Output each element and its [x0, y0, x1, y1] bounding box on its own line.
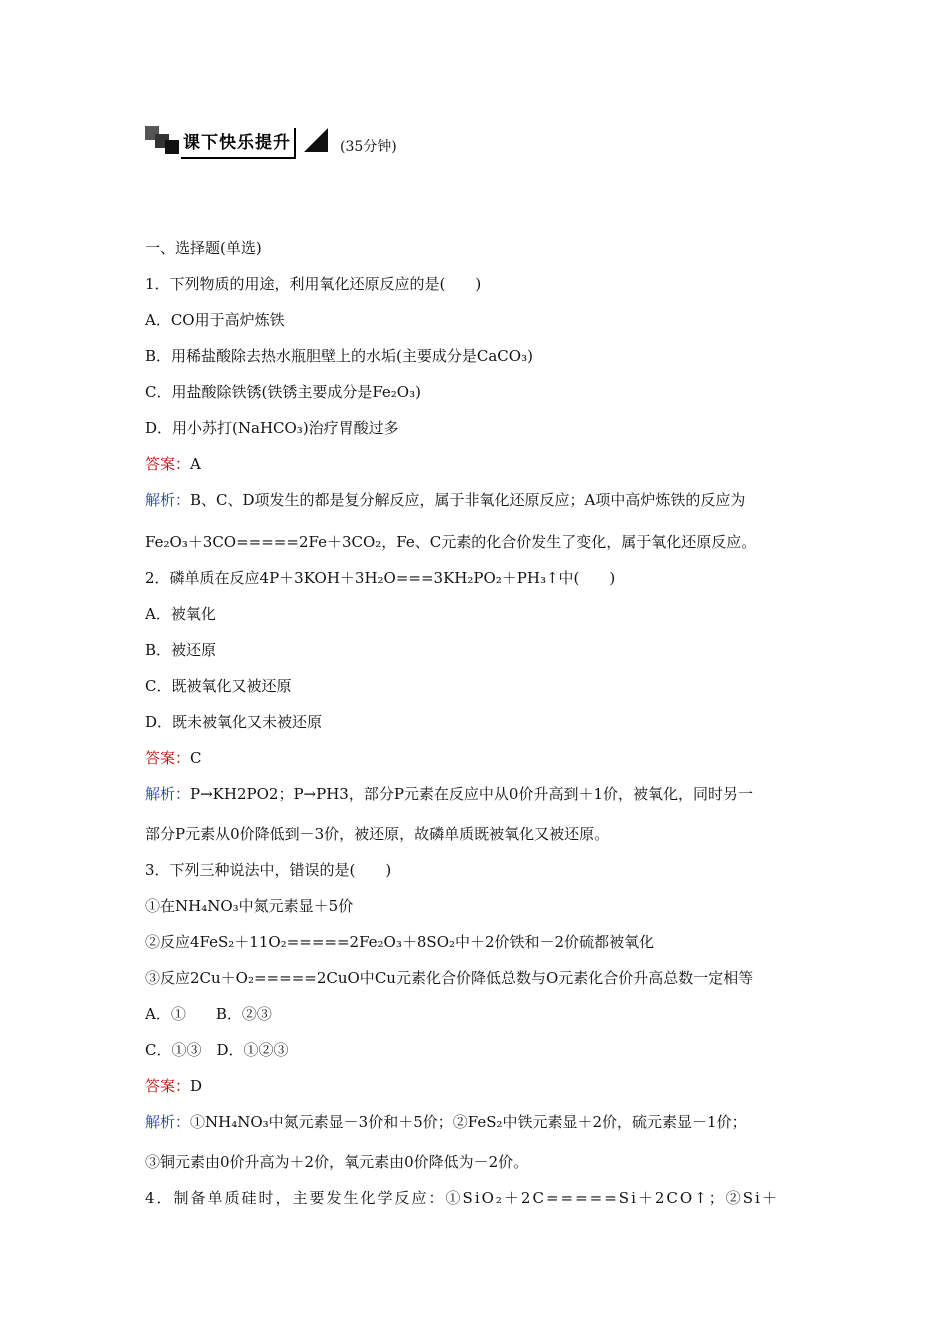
explanation-line	[145, 490, 810, 510]
explanation-text: P→KH2PO2；P→PH3，部分P元素在反应中从0价升高到＋1价，被氧化，同时另一	[190, 785, 754, 803]
answer-line	[145, 1076, 810, 1096]
explanation-label: 解析：	[145, 491, 191, 509]
statement: ②反应4FeS₂＋11O₂=====2Fe₂O₃＋8SO₂中＋2价铁和－2价硫都被氧化	[145, 933, 655, 951]
banner-title: 课下快乐提升	[181, 128, 296, 159]
banner-square-icon	[165, 140, 179, 154]
answer-value: A	[190, 455, 201, 473]
statement: ①在NH₄NO₃中氮元素显＋5价	[145, 897, 354, 915]
answer-value: C	[190, 749, 202, 767]
time-note: (35分钟)	[340, 139, 397, 155]
option: A．CO用于高炉炼铁	[145, 311, 285, 329]
explanation-text: ③铜元素由0价升高为＋2价，氧元素由0价降低为－2价。	[145, 1153, 529, 1171]
option: C．用盐酸除铁锈(铁锈主要成分是Fe₂O₃)	[145, 383, 421, 401]
section-title: 一、选择题(单选)	[145, 239, 262, 257]
statement: ③反应2Cu＋O₂=====2CuO中Cu元素化合价降低总数与O元素化合价升高总数一定相等	[145, 969, 754, 987]
answer-label: 答案：	[145, 749, 191, 767]
option: C．①③ D．①②③	[145, 1041, 289, 1059]
explanation-text: B、C、D项发生的都是复分解反应，属于非氧化还原反应；A项中高炉炼铁的反应为	[190, 491, 746, 509]
question-stem: 1．下列物质的用途，利用氧化还原反应的是( )	[145, 275, 482, 293]
section-banner	[145, 124, 445, 160]
option: D．既未被氧化又未被还原	[145, 713, 323, 731]
explanation-text: ①NH₄NO₃中氮元素显－3价和＋5价；②FeS₂中铁元素显＋2价，硫元素显－1价；	[190, 1113, 747, 1131]
option: D．用小苏打(NaHCO₃)治疗胃酸过多	[145, 419, 399, 437]
option: A．① B．②③	[145, 1005, 272, 1023]
explanation-text: Fe₂O₃＋3CO=====2Fe＋3CO₂，Fe、C元素的化合价发生了变化，属于氧化还原反应。	[145, 533, 757, 551]
explanation-line	[145, 784, 810, 804]
answer-value: D	[190, 1077, 203, 1095]
question-stem: 3．下列三种说法中，错误的是( )	[145, 861, 392, 879]
explanation-line	[145, 1112, 810, 1132]
answer-line	[145, 748, 810, 768]
explanation-label: 解析：	[145, 1113, 191, 1131]
banner-triangle-icon	[304, 128, 328, 152]
option: B．用稀盐酸除去热水瓶胆壁上的水垢(主要成分是CaCO₃)	[145, 347, 533, 365]
answer-line	[145, 454, 810, 474]
option: A．被氧化	[145, 605, 216, 623]
question-stem: 4．制备单质硅时，主要发生化学反应：①SiO₂＋2C=====Si＋2CO↑；②Si＋	[145, 1189, 779, 1207]
answer-label: 答案：	[145, 455, 191, 473]
option: B．被还原	[145, 641, 217, 659]
explanation-text: 部分P元素从0价降低到－3价，被还原，故磷单质既被氧化又被还原。	[145, 825, 610, 843]
answer-label: 答案：	[145, 1077, 191, 1095]
question-stem: 2．磷单质在反应4P＋3KOH＋3H₂O===3KH₂PO₂＋PH₃↑中( )	[145, 569, 616, 587]
explanation-label: 解析：	[145, 785, 191, 803]
option: C．既被氧化又被还原	[145, 677, 292, 695]
